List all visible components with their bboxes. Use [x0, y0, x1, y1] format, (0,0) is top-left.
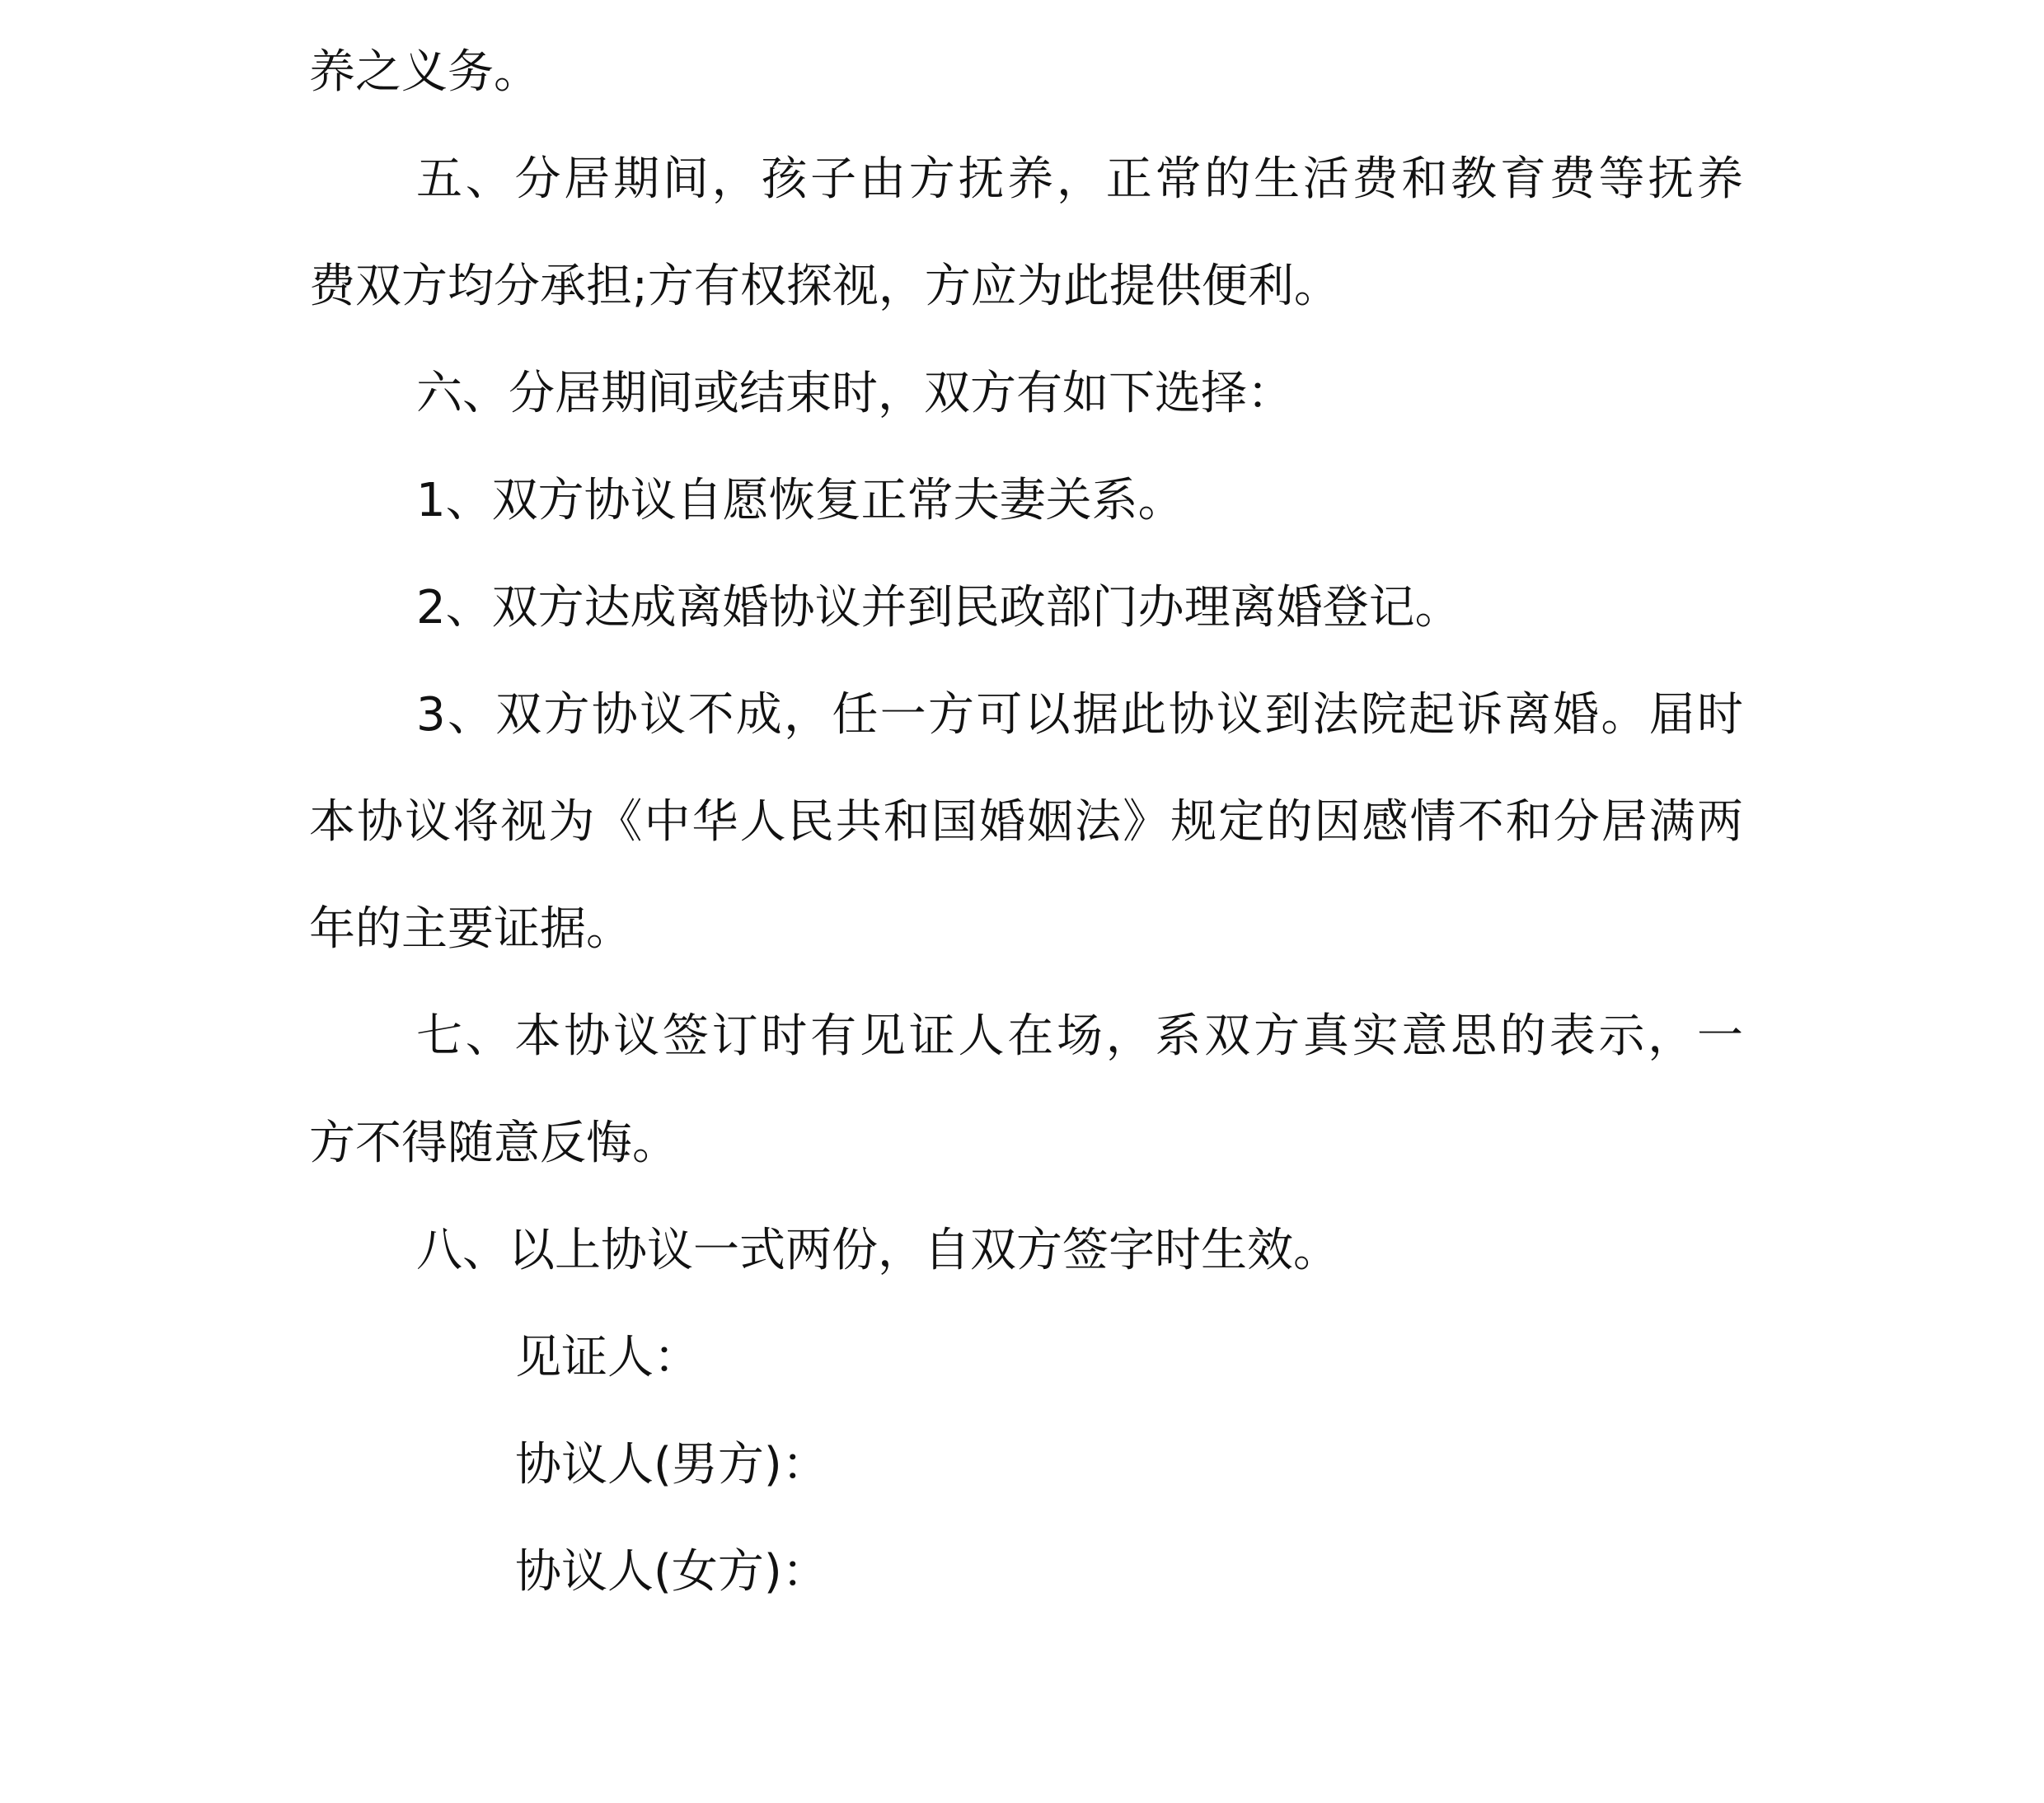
paragraph-line: 本协议将视为《中华人民共和国婚姻法》规定的因感情不和分居满两	[309, 795, 1743, 849]
paragraph-line: 六、分居期间或结束时，双方有如下选择：	[416, 367, 1293, 420]
paragraph-line: 养之义务。	[309, 45, 540, 99]
list-item: 2、双方达成离婚协议并到民政部门办理离婚登记。	[416, 581, 1461, 635]
witness-label: 见证人：	[515, 1331, 700, 1384]
paragraph-line: 五、分居期间，孩子由方抚养，正常的生活费和教育费等抚养	[416, 152, 1743, 206]
female-party-label: 协议人(女方)：	[515, 1545, 828, 1599]
paragraph-line: 方不得随意反悔。	[309, 1117, 678, 1170]
paragraph-line: 费双方均分承担;方有权探视，方应为此提供便利。	[309, 260, 1340, 313]
male-party-label: 协议人(男方)：	[515, 1438, 828, 1492]
paragraph-line: 年的主要证据。	[309, 902, 632, 956]
paragraph-line: 七、本协议签订时有见证人在场，系双方真实意思的表示，一	[416, 1009, 1743, 1063]
list-item: 1、双方协议自愿恢复正常夫妻关系。	[416, 474, 1184, 527]
list-item: 3、双方协议不成，任一方可以据此协议到法院起诉离婚。届时	[416, 688, 1743, 742]
paragraph-line: 八、以上协议一式两份，自双方签字时生效。	[416, 1224, 1339, 1277]
